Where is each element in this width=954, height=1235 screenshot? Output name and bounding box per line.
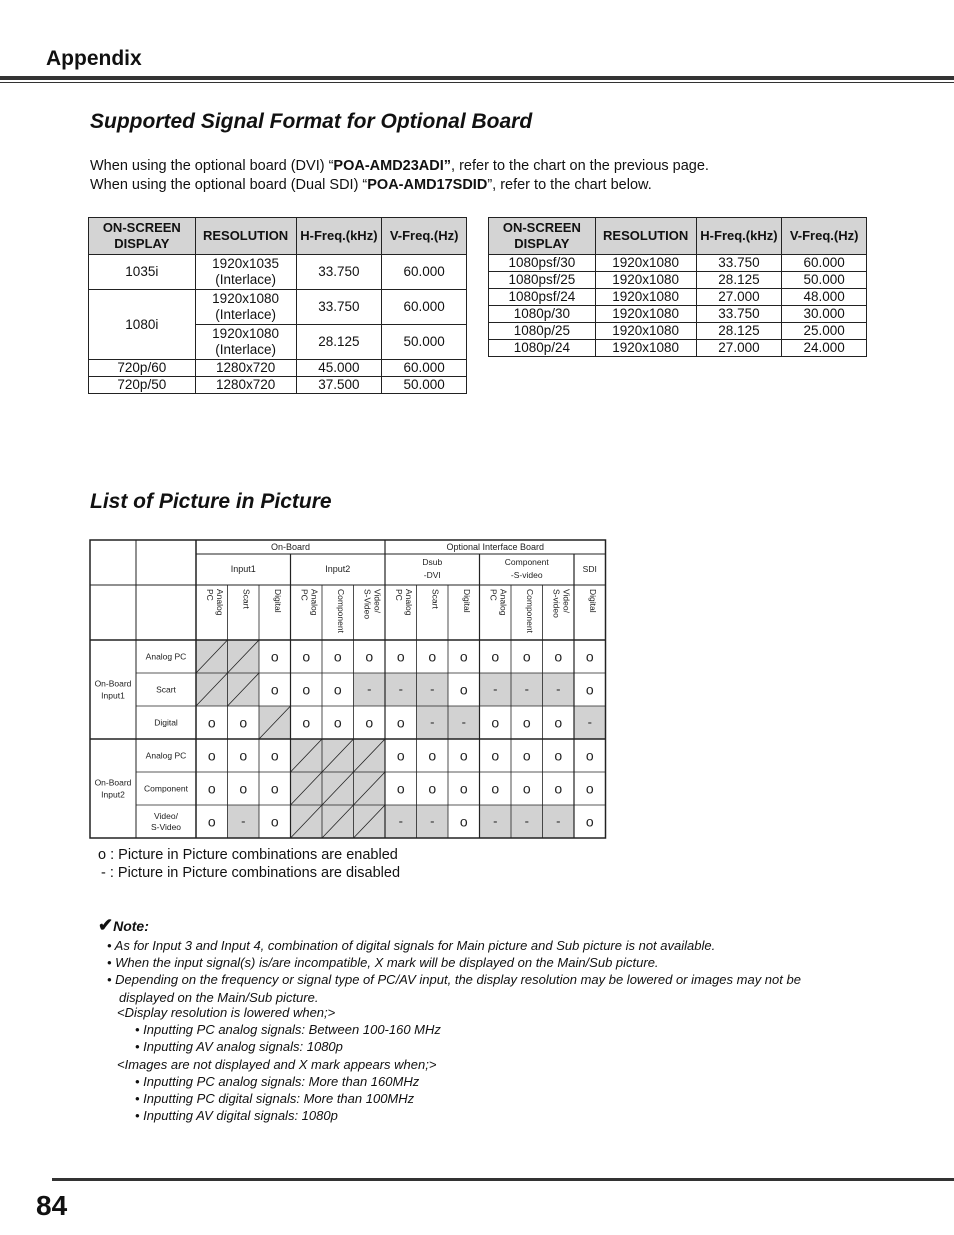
cell-hfreq: 28.125 [696,323,782,340]
cell-display: 1080psf/24 [489,289,596,306]
sub-dsub: Dsub [422,557,443,567]
table-row [89,290,467,325]
table-row [489,323,867,340]
disabled-mark: - [430,813,435,829]
row-label: Analog PC [145,750,187,761]
enabled-mark: o [459,648,468,665]
column-label: Component [335,589,346,633]
cell-vfreq: 50.000 [782,272,867,289]
disabled-mark: - [398,681,403,697]
enabled-mark: o [522,780,531,797]
enabled-mark: o [459,780,468,797]
signal-table-right [488,217,867,357]
cell-hfreq: 28.125 [296,325,382,360]
table-row [489,289,867,306]
sub-input1: Input1 [230,564,256,574]
cell-hfreq: 33.750 [696,306,782,323]
group-optional: Optional Interface Board [446,542,545,552]
enabled-mark: o [333,714,342,731]
enabled-mark: o [396,747,405,764]
enabled-mark: o [585,648,594,665]
sub-component: -S-video [510,570,543,580]
intro-sdi-pre: When using the optional board (Dual SDI) “ [90,177,368,193]
row-label: Video/ [154,811,178,821]
disabled-mark: - [587,714,592,730]
cell-vfreq: 60.000 [382,255,467,290]
disabled-mark: - [461,714,466,730]
cell-display: 1035i [89,255,196,290]
note-line: • Inputting PC analog signals: Between 100-160 MHz [135,1022,441,1037]
section-title: Appendix [46,47,142,70]
signal-table-left [88,217,467,394]
column-label: S-Video [362,589,373,620]
cell-display: 1080p/24 [489,340,596,357]
enabled-mark: o [302,648,311,665]
disabled-mark: - [430,681,435,697]
enabled-mark: o [270,747,279,764]
enabled-mark: o [396,714,405,731]
enabled-mark: o [207,747,216,764]
note-line: • Inputting AV digital signals: 1080p [135,1108,338,1123]
note-line: <Display resolution is lowered when;> [117,1005,336,1020]
column-label: Analog [214,589,225,616]
row-label: Component [144,783,188,794]
column-label: Digital [461,589,472,613]
column-label: Video/ [372,589,383,613]
row-label: Scart [156,684,176,695]
column-label: Analog [403,589,414,616]
cell-hfreq: 27.000 [696,340,782,357]
signal-format-heading: Supported Signal Format for Optional Board [90,110,533,133]
note-heading [98,915,149,936]
disabled-mark: - [493,813,498,829]
enabled-mark: o [333,681,342,698]
row-label: Analog PC [145,651,187,662]
cell-display: 1080p/30 [489,306,596,323]
col-header-hfreq: H-Freq.(kHz) [696,218,782,255]
cell-resolution: 1920x1080 [595,289,696,306]
enabled-mark: o [207,780,216,797]
enabled-mark: o [522,747,531,764]
column-label: PC [393,589,404,601]
column-label: PC [299,589,310,601]
column-label: Scart [430,589,441,609]
enabled-mark: o [491,714,500,731]
cell-resolution: 1920x1080 [595,306,696,323]
cell-vfreq: 25.000 [782,323,867,340]
enabled-mark: o [270,648,279,665]
note-line: • As for Input 3 and Input 4, combination of digital signals for Main picture and Sub picture is not available. [107,938,716,953]
cell-vfreq: 60.000 [382,360,467,377]
enabled-mark: o [522,714,531,731]
column-label: Digital [587,589,598,613]
intro-line-sdi [90,177,652,193]
enabled-mark: o [554,714,563,731]
col-header-hfreq: H-Freq.(kHz) [296,218,382,255]
column-label: PC [204,589,215,601]
header-rule-thin [0,82,954,83]
note-line: • Inputting AV analog signals: 1080p [135,1039,343,1054]
legend-disabled: - : Picture in Picture combinations are disabled [101,865,401,881]
enabled-mark: o [554,747,563,764]
enabled-mark: o [270,780,279,797]
note-title: Note: [113,918,149,934]
cell-vfreq: 48.000 [782,289,867,306]
column-label: Video/ [561,589,572,613]
sub-dsub: -DVI [423,570,441,580]
disabled-mark: - [398,813,403,829]
enabled-mark: o [459,747,468,764]
table-row [89,360,467,377]
row-group-label: On-Board [94,678,132,689]
intro-dvi-post: , refer to the chart on the previous page. [451,158,709,174]
enabled-mark: o [585,780,594,797]
cell-hfreq: 45.000 [296,360,382,377]
enabled-mark: o [396,780,405,797]
cell-resolution: 1920x1080 [595,255,696,272]
enabled-mark: o [239,714,248,731]
cell-resolution: 1280x720 [195,360,296,377]
cell-hfreq: 33.750 [296,290,382,325]
row-label: Digital [154,717,178,728]
column-label: Scart [241,589,252,609]
table-row [489,255,867,272]
intro-line-dvi [90,158,709,174]
enabled-mark: o [554,780,563,797]
pip-heading: List of Picture in Picture [90,490,332,513]
cell-resolution: 1920x1080 [595,340,696,357]
cell-hfreq: 27.000 [696,289,782,306]
enabled-mark: o [365,648,374,665]
enabled-mark: o [491,648,500,665]
cell-resolution: 1920x1080 [595,323,696,340]
checkmark-icon: ✔ [98,915,114,935]
enabled-mark: o [239,780,248,797]
disabled-mark: - [367,681,372,697]
note-line: • When the input signal(s) is/are incompatible, X mark will be displayed on the Main/Sub picture. [107,955,659,970]
enabled-mark: o [428,648,437,665]
page-number: 84 [36,1190,68,1221]
cell-hfreq: 33.750 [696,255,782,272]
intro-dvi-model: POA-AMD23ADI” [333,158,452,174]
enabled-mark: o [491,747,500,764]
enabled-mark: o [428,747,437,764]
cell-resolution: 1920x1080 (Interlace) [195,290,296,325]
column-label: Digital [272,589,283,613]
note-line: displayed on the Main/Sub picture. [119,990,319,1005]
disabled-mark: - [524,813,529,829]
cell-hfreq: 37.500 [296,377,382,394]
cell-resolution: 1920x1080 (Interlace) [195,325,296,360]
intro-sdi-post: ”, refer to the chart below. [487,177,652,193]
cell-display: 1080i [89,290,196,360]
enabled-mark: o [585,681,594,698]
cell-vfreq: 60.000 [382,290,467,325]
col-header-vfreq: V-Freq.(Hz) [382,218,467,255]
enabled-mark: o [270,681,279,698]
enabled-mark: o [333,648,342,665]
enabled-mark: o [207,813,216,830]
table-row [489,272,867,289]
disabled-mark: - [493,681,498,697]
col-header-resolution: RESOLUTION [195,218,296,255]
enabled-mark: o [239,747,248,764]
col-header-resolution: RESOLUTION [595,218,696,255]
disabled-mark: - [556,813,561,829]
table-row [489,340,867,357]
column-label: PC [488,589,499,601]
col-header-display: ON-SCREEN DISPLAY [489,218,596,255]
col-header-vfreq: V-Freq.(Hz) [782,218,867,255]
disabled-mark: - [430,714,435,730]
cell-vfreq: 30.000 [782,306,867,323]
enabled-mark: o [554,648,563,665]
cell-vfreq: 24.000 [782,340,867,357]
enabled-mark: o [459,681,468,698]
cell-hfreq: 33.750 [296,255,382,290]
enabled-mark: o [302,681,311,698]
pip-matrix [80,530,620,850]
row-group-label: Input2 [101,789,125,800]
note-line: • Inputting PC analog signals: More than 160MHz [135,1074,420,1089]
enabled-mark: o [270,813,279,830]
column-label: Component [524,589,535,633]
table-row [489,306,867,323]
sub-component: Component [504,557,549,567]
column-label: S-video [551,589,562,618]
cell-hfreq: 28.125 [696,272,782,289]
enabled-mark: o [585,813,594,830]
cell-resolution: 1920x1035 (Interlace) [195,255,296,290]
cell-display: 1080p/25 [489,323,596,340]
enabled-mark: o [207,714,216,731]
enabled-mark: o [491,780,500,797]
footer-rule [52,1178,954,1181]
enabled-mark: o [585,747,594,764]
cell-vfreq: 50.000 [382,325,467,360]
cell-vfreq: 50.000 [382,377,467,394]
group-on-board: On-Board [270,542,311,552]
row-label: S-Video [150,822,182,832]
sub-sdi: SDI [582,564,597,574]
disabled-mark: - [556,681,561,697]
cell-display: 1080psf/30 [489,255,596,272]
row-group-label: On-Board [94,777,132,788]
note-line: • Inputting PC digital signals: More than 100MHz [135,1091,415,1106]
legend-enabled: o : Picture in Picture combinations are enabled [98,847,398,863]
disabled-mark: - [241,813,246,829]
cell-display: 720p/50 [89,377,196,394]
row-group-label: Input1 [101,690,125,701]
cell-vfreq: 60.000 [782,255,867,272]
table-row [89,377,467,394]
enabled-mark: o [428,780,437,797]
enabled-mark: o [459,813,468,830]
column-label: Analog [309,589,320,616]
cell-resolution: 1920x1080 [595,272,696,289]
enabled-mark: o [302,714,311,731]
sub-input2: Input2 [325,564,351,574]
disabled-mark: - [524,681,529,697]
cell-display: 1080psf/25 [489,272,596,289]
cell-display: 720p/60 [89,360,196,377]
column-label: Analog [498,589,509,616]
enabled-mark: o [396,648,405,665]
note-line: <Images are not displayed and X mark appears when;> [117,1057,437,1072]
table-row [89,255,467,290]
header-rule [0,76,954,80]
enabled-mark: o [365,714,374,731]
enabled-mark: o [522,648,531,665]
cell-resolution: 1280x720 [195,377,296,394]
intro-sdi-model: POA-AMD17SDID [367,177,488,193]
note-line: • Depending on the frequency or signal type of PC/AV input, the display resolution may be lowered or images may not be [107,972,801,987]
intro-dvi-pre: When using the optional board (DVI) “ [90,158,334,174]
col-header-display: ON-SCREEN DISPLAY [89,218,196,255]
